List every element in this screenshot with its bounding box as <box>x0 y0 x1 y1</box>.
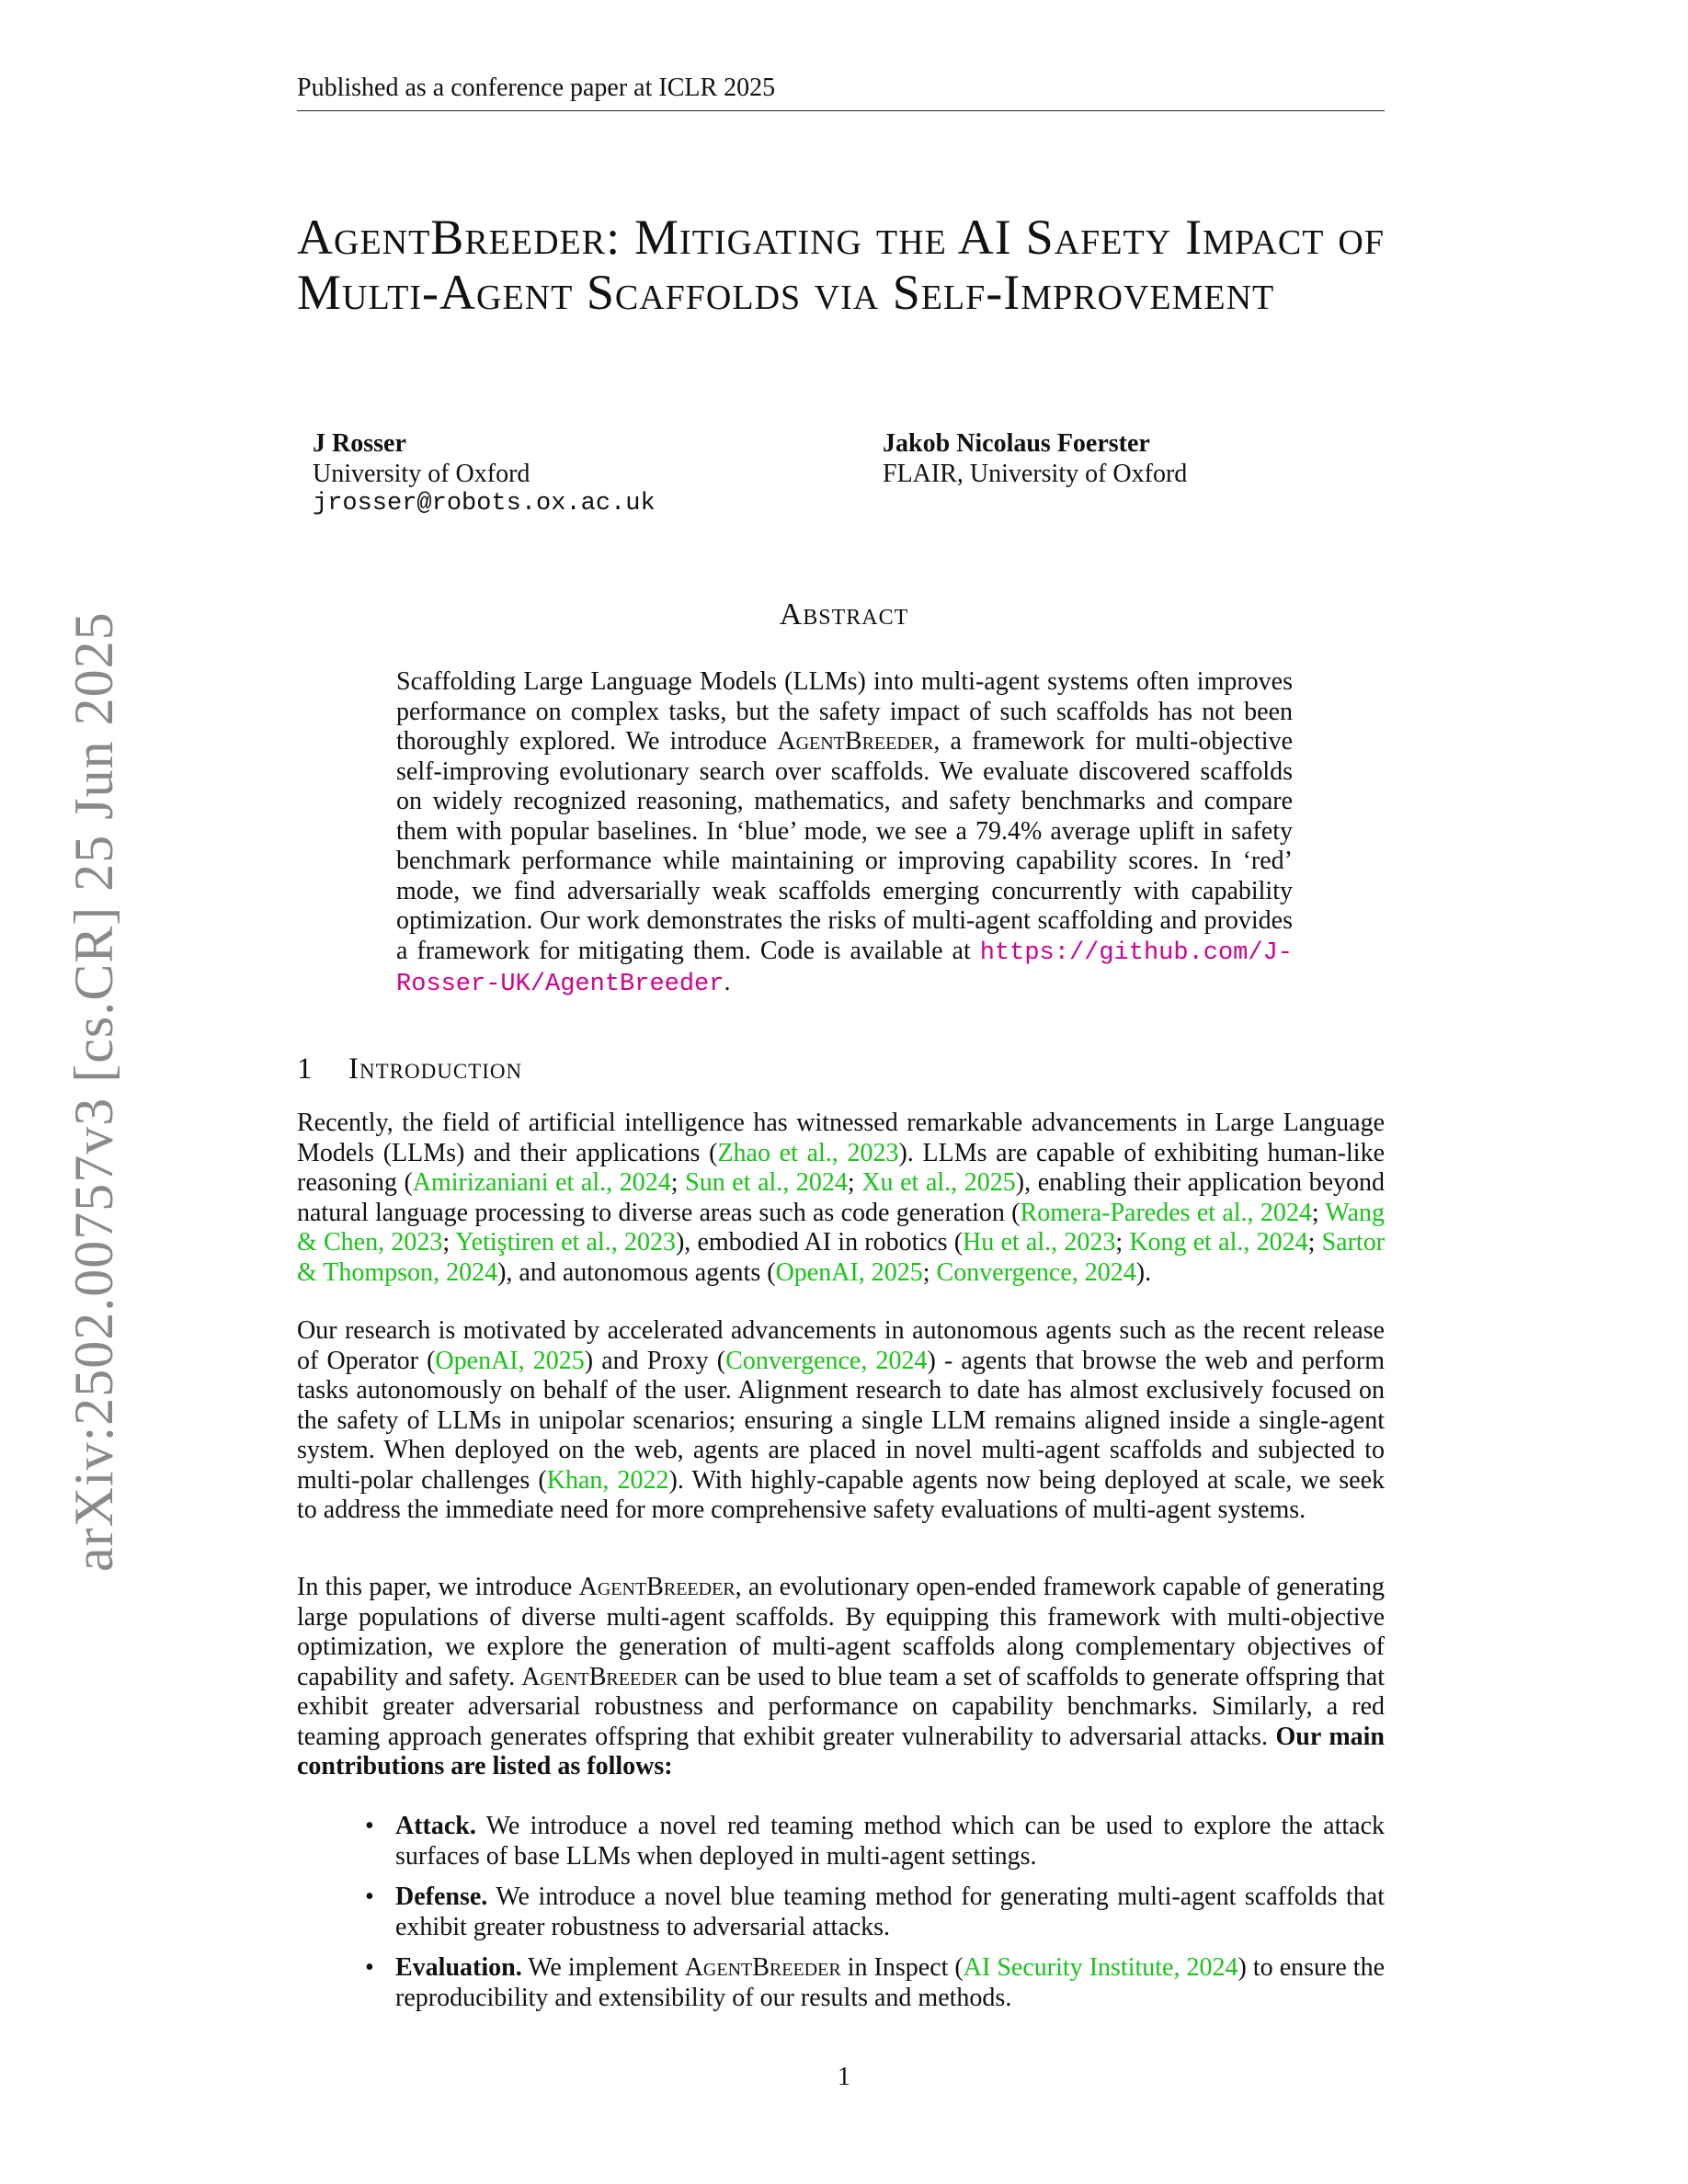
citation-link[interactable]: OpenAI, 2025 <box>775 1257 923 1287</box>
paper-title: AgentBreeder: Mitigating the AI Safety Impact of Multi-Agent Scaffolds via Self-Improvement <box>297 210 1385 320</box>
citation-link[interactable]: Convergence, 2024 <box>936 1257 1136 1287</box>
citation-link[interactable]: AI Security Institute, 2024 <box>963 1953 1238 1982</box>
citation-link[interactable]: Hu et al., 2023 <box>963 1228 1116 1257</box>
framework-name: AgentBreeder <box>521 1662 679 1691</box>
author-name: J Rosser <box>313 429 406 458</box>
bullet-icon: • <box>365 1883 374 1911</box>
citation-link[interactable]: Zhao et al., 2023 <box>717 1138 899 1167</box>
abstract-body <box>396 667 1293 1000</box>
section-title: Introduction <box>348 1052 523 1086</box>
intro-paragraph-2: Our research is motivated by accelerated advancements in autonomous agents such as the recent release of Operator (OpenAI, 2025) and Proxy (Convergence, 2024) - agents that browse the web and perform tasks autonomously on behalf of the user. Alignment research to date has almost exclusively focused on the safety of LLMs in unipolar scenarios; ensuring a single LLM remains aligned inside a single-agent system. When deployed on the web, agents are placed in novel multi-agent scaffolds and subjected to multi-polar challenges (Khan, 2022). With highly-capable agents now being deployed at scale, we seek to address the immediate need for more comprehensive safety evaluations of multi-agent systems. <box>297 1316 1386 1524</box>
author-affiliation: University of Oxford <box>313 460 530 488</box>
citation-link[interactable]: Amirizaniani et al., 2024 <box>412 1168 671 1197</box>
arxiv-stamp: arXiv:2502.00757v3 [cs.CR] 25 Jun 2025 <box>63 611 124 1572</box>
framework-name: AgentBreeder <box>578 1573 736 1601</box>
contributions-lead: Our main contributions are listed as follows: <box>297 1722 1385 1780</box>
citation-link[interactable]: Kong et al., 2024 <box>1129 1228 1308 1257</box>
abstract-text: . <box>724 968 731 996</box>
abstract-text: Scaffolding Large Language Models (LLMs) into multi-agent systems often improves performance on complex tasks, but the safety impact of such scaffolds has not been thoroughly explored. We introduce <box>396 667 1293 756</box>
page-number: 1 <box>838 2063 850 2091</box>
intro-paragraph-3: In this paper, we introduce AgentBreeder, an evolutionary open-ended framework capable of generating large populations of diverse multi-agent scaffolds. By equipping this framework with multi-objective optimization, we explore the generation of multi-agent scaffolds along complementary objectives of capability and safety. AgentBreeder can be used to blue team a set of scaffolds to generate offspring that exhibit greater adversarial robustness and performance on capability benchmarks. Similarly, a red teaming approach generates offspring that exhibit greater vulnerability to adversarial attacks. Our main contributions are listed as follows: <box>297 1573 1385 1780</box>
citation-link[interactable]: Yetiştiren et al., 2023 <box>455 1228 676 1257</box>
citation-link[interactable]: Romera-Paredes et al., 2024 <box>1020 1198 1312 1227</box>
citation-link[interactable]: Sartor & Thompson, 2024 <box>297 1228 1386 1287</box>
list-item: • Evaluation. We implement AgentBreeder in Inspect (AI Security Institute, 2024) to ensure the reproducibility and extensibility of our results and methods. <box>365 1953 1386 2012</box>
citation-link[interactable]: Wang & Chen, 2023 <box>297 1198 1386 1257</box>
author-affiliation: FLAIR, University of Oxford <box>883 460 1188 488</box>
list-item: • Attack. We introduce a novel red teaming method which can be used to explore the attack surfaces of base LLMs when deployed in multi-agent settings. <box>365 1812 1385 1871</box>
contributions-list <box>365 1812 1385 2024</box>
author-email[interactable]: jrosser@robots.ox.ac.uk <box>313 490 656 518</box>
section-heading-introduction <box>297 1052 522 1086</box>
list-item: • Defense. We introduce a novel blue teaming method for generating multi-agent scaffolds that exhibit greater robustness to adversarial attacks. <box>365 1883 1385 1941</box>
code-url-link[interactable]: https://github.com/J-Rosser-UK/AgentBreeder <box>396 938 1293 998</box>
section-number: 1 <box>297 1052 314 1086</box>
author-block-1 <box>313 428 656 519</box>
citation-link[interactable]: Sun et al., 2024 <box>685 1168 848 1197</box>
citation-link[interactable]: OpenAI, 2025 <box>435 1346 585 1375</box>
citation-link[interactable]: Xu et al., 2025 <box>861 1168 1016 1197</box>
citation-link[interactable]: Khan, 2022 <box>546 1465 669 1495</box>
bullet-icon: • <box>365 1953 374 1982</box>
framework-name: AgentBreeder <box>777 727 934 756</box>
intro-paragraph-1: Recently, the field of artificial intelligence has witnessed remarkable advancements in Large Language Models (LLMs) and their applications (Zhao et al., 2023). LLMs are capable of exhibiting human-like reasoning (Amirizaniani et al., 2024; Sun et al., 2024; Xu et al., 2025), enabling their application beyond natural language processing to diverse areas such as code generation (Romera-Paredes et al., 2024; Wang & Chen, 2023; Yetiştiren et al., 2023), embodied AI in robotics (Hu et al., 2023; Kong et al., 2024; Sartor & Thompson, 2024), and autonomous agents (OpenAI, 2025; Convergence, 2024). <box>297 1109 1386 1287</box>
citation-link[interactable]: Convergence, 2024 <box>725 1346 928 1375</box>
abstract-text: , a framework for multi-objective self-improving evolutionary search over scaffolds. We evaluate discovered scaffolds on widely recognized reasoning, mathematics, and safety benchmarks and compare them with popular baselines. In ‘blue’ mode, we see a 79.4% average uplift in safety benchmark performance while maintaining or improving capability scores. In ‘red’ mode, we find adversarially weak scaffolds emerging concurrently with capability optimization. Our work demonstrates the risks of multi-agent scaffolding and provides a framework for mitigating them. Code is available at <box>396 727 1293 965</box>
running-header: Published as a conference paper at ICLR 2025 <box>297 72 1385 111</box>
abstract-heading: Abstract <box>779 597 909 631</box>
author-name: Jakob Nicolaus Foerster <box>883 429 1150 458</box>
bullet-icon: • <box>365 1812 374 1840</box>
author-block-2 <box>883 428 1187 489</box>
